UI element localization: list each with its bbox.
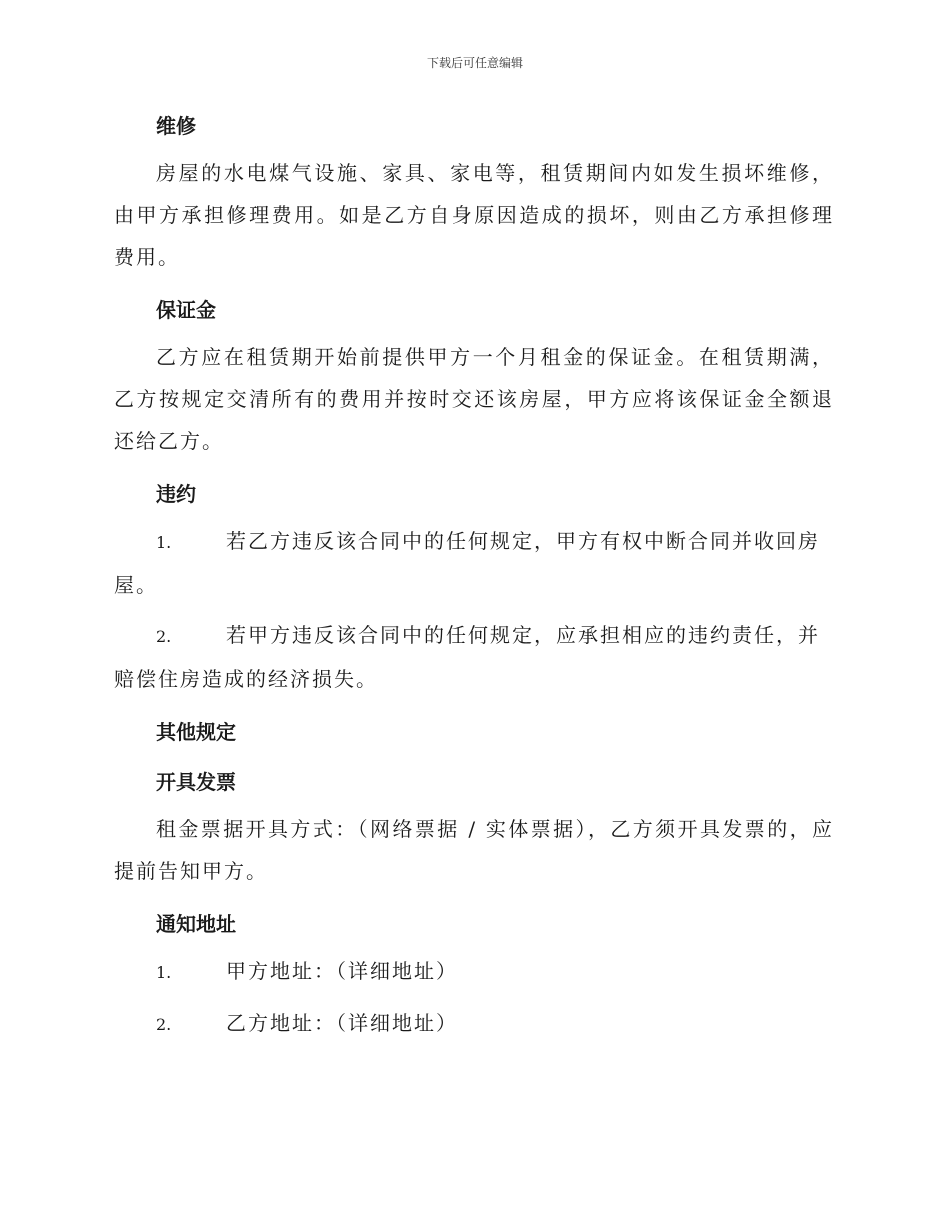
list-number: 1. <box>156 533 172 552</box>
section-body-deposit: 乙方应在租赁期开始前提供甲方一个月租金的保证金。在租赁期满，乙方按规定交清所有的费用并按时交还该房屋，甲方应将该保证金全额退还给乙方。 <box>114 345 834 453</box>
list-number: 1. <box>156 963 172 982</box>
breach-item-2 <box>114 614 834 700</box>
list-item-text: 若乙方违反该合同中的任何规定，甲方有权中断合同并收回房屋。 <box>114 529 820 597</box>
list-item-text: 乙方地址：（详细地址） <box>226 1011 458 1035</box>
list-number: 2. <box>156 627 172 646</box>
section-title-notice: 通知地址 <box>156 912 236 936</box>
section-body-invoice: 租金票据开具方式：（网络票据 / 实体票据），乙方须开具发票的，应提前告知甲方。 <box>114 817 834 883</box>
document-body <box>114 108 834 1046</box>
page-header: 下载后可任意编辑 <box>426 56 523 70</box>
section-title-deposit: 保证金 <box>156 298 216 322</box>
section-title-breach: 违约 <box>156 482 196 506</box>
section-title-other: 其他规定 <box>156 720 236 744</box>
breach-item-1 <box>114 520 834 606</box>
section-title-invoice: 开具发票 <box>156 770 236 794</box>
notice-item-2 <box>114 1002 834 1046</box>
section-title-repair: 维修 <box>156 114 196 138</box>
section-body-repair: 房屋的水电煤气设施、家具、家电等，租赁期间内如发生损坏维修，由甲方承担修理费用。如是乙方自身原因造成的损坏，则由乙方承担修理费用。 <box>114 161 834 269</box>
list-item-text: 若甲方违反该合同中的任何规定，应承担相应的违约责任，并赔偿住房造成的经济损失。 <box>114 623 820 691</box>
list-number: 2. <box>156 1015 172 1034</box>
list-item-text: 甲方地址：（详细地址） <box>226 959 458 983</box>
notice-item-1 <box>114 950 834 994</box>
